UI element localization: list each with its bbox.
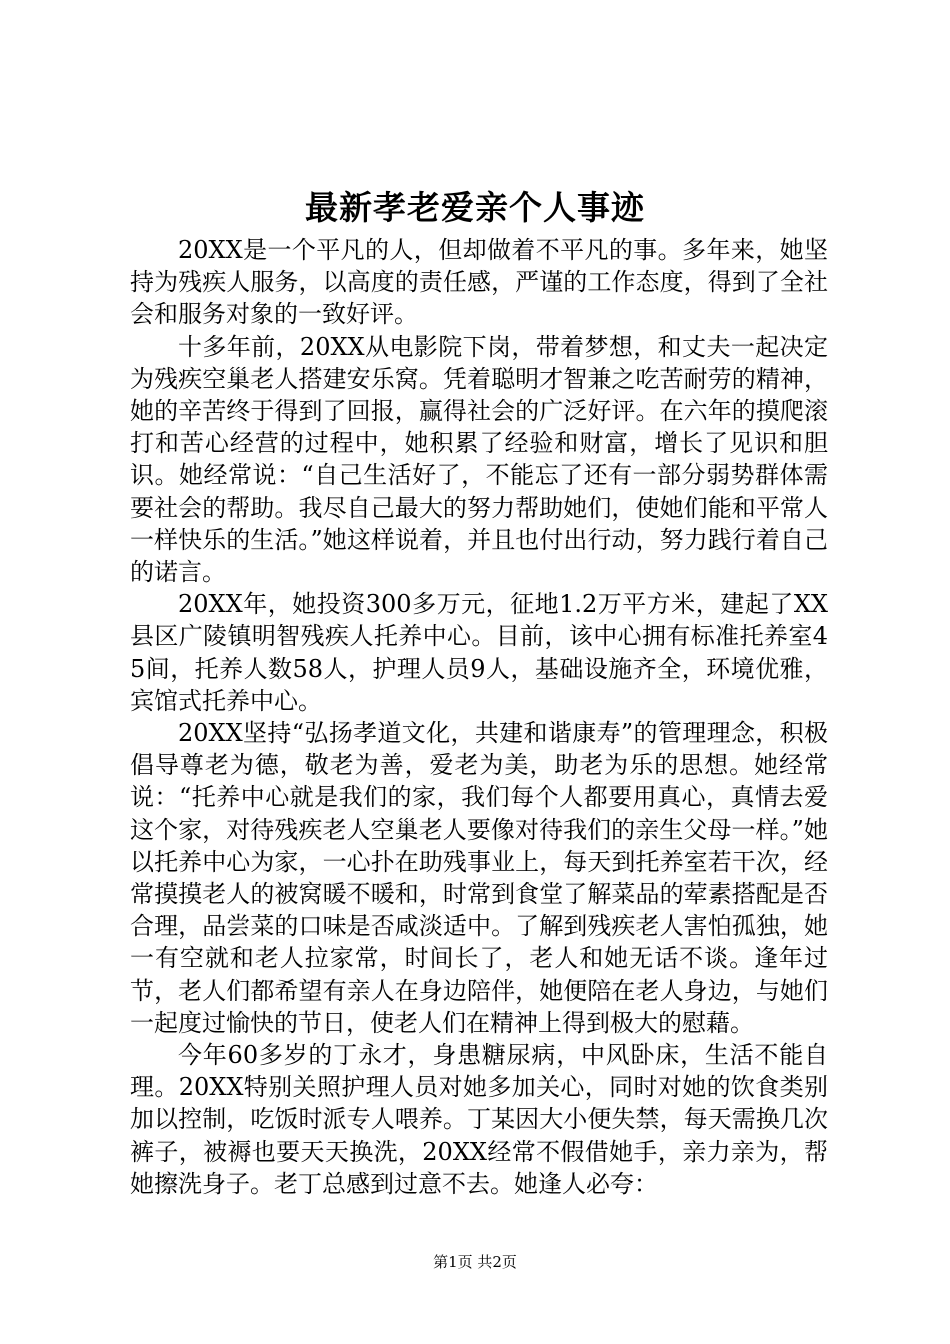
page-footer: 第1页 共2页 — [433, 1253, 517, 1271]
paragraph-5: 今年60多岁的丁永才，身患糖尿病，中风卧床，生活不能自理。20XX特别关照护理人员对她多加关心，同时对她的饮食类别加以控制，吃饭时派专人喂养。丁某因大小便失禁，每天需换几次裤子，被褥也要天天换洗，20XX经常不假借她手，亲力亲为，帮她擦洗身子。老丁总感到过意不去。她逢人必夸： — [130, 1041, 828, 1198]
paragraph-2: 十多年前，20XX从电影院下岗，带着梦想，和丈夫一起决定为残疾空巢老人搭建安乐窝。凭着聪明才智兼之吃苦耐劳的精神，她的辛苦终于得到了回报，赢得社会的广泛好评。在六年的摸爬滚打和苦心经营的过程中，她积累了经验和财富，增长了见识和胆识。她经常说：“自己生活好了，不能忘了还有一部分弱势群体需要社会的帮助。我尽自己最大的努力帮助她们，使她们能和平常人一样快乐的生活。”她这样说着，并且也付出行动，努力践行着自己的诺言。 — [130, 332, 828, 587]
document-body — [130, 234, 828, 1200]
paragraph-4: 20XX坚持“弘扬孝道文化，共建和谐康寿”的管理理念，积极倡导尊老为德，敬老为善，爱老为美，助老为乐的思想。她经常说：“托养中心就是我们的家，我们每个人都要用真心，真情去爱这个家，对待残疾老人空巢老人要像对待我们的亲生父母一样。”她以托养中心为家，一心扑在助残事业上，每天到托养室若干次，经常摸摸老人的被窝暖不暖和，时常到食堂了解菜品的荤素搭配是否合理，品尝菜的口味是否咸淡适中。了解到残疾老人害怕孤独，她一有空就和老人拉家常，时间长了，老人和她无话不谈。逢年过节，老人们都希望有亲人在身边陪伴，她便陪在老人身边，与她们一起度过愉快的节日，使老人们在精神上得到极大的慰藉。 — [130, 719, 828, 1037]
paragraph-3: 20XX年，她投资300多万元，征地1.2万平方米，建起了XX县区广陵镇明智残疾人托养中心。目前，该中心拥有标准托养室45间，托养人数58人，护理人员9人，基础设施齐全，环境优雅，宾馆式托养中心。 — [130, 590, 828, 715]
document-title: 最新孝老爱亲个人事迹 — [305, 188, 645, 227]
paragraph-1: 20XX是一个平凡的人，但却做着不平凡的事。多年来，她坚持为残疾人服务，以高度的责任感，严谨的工作态度，得到了全社会和服务对象的一致好评。 — [130, 236, 828, 329]
